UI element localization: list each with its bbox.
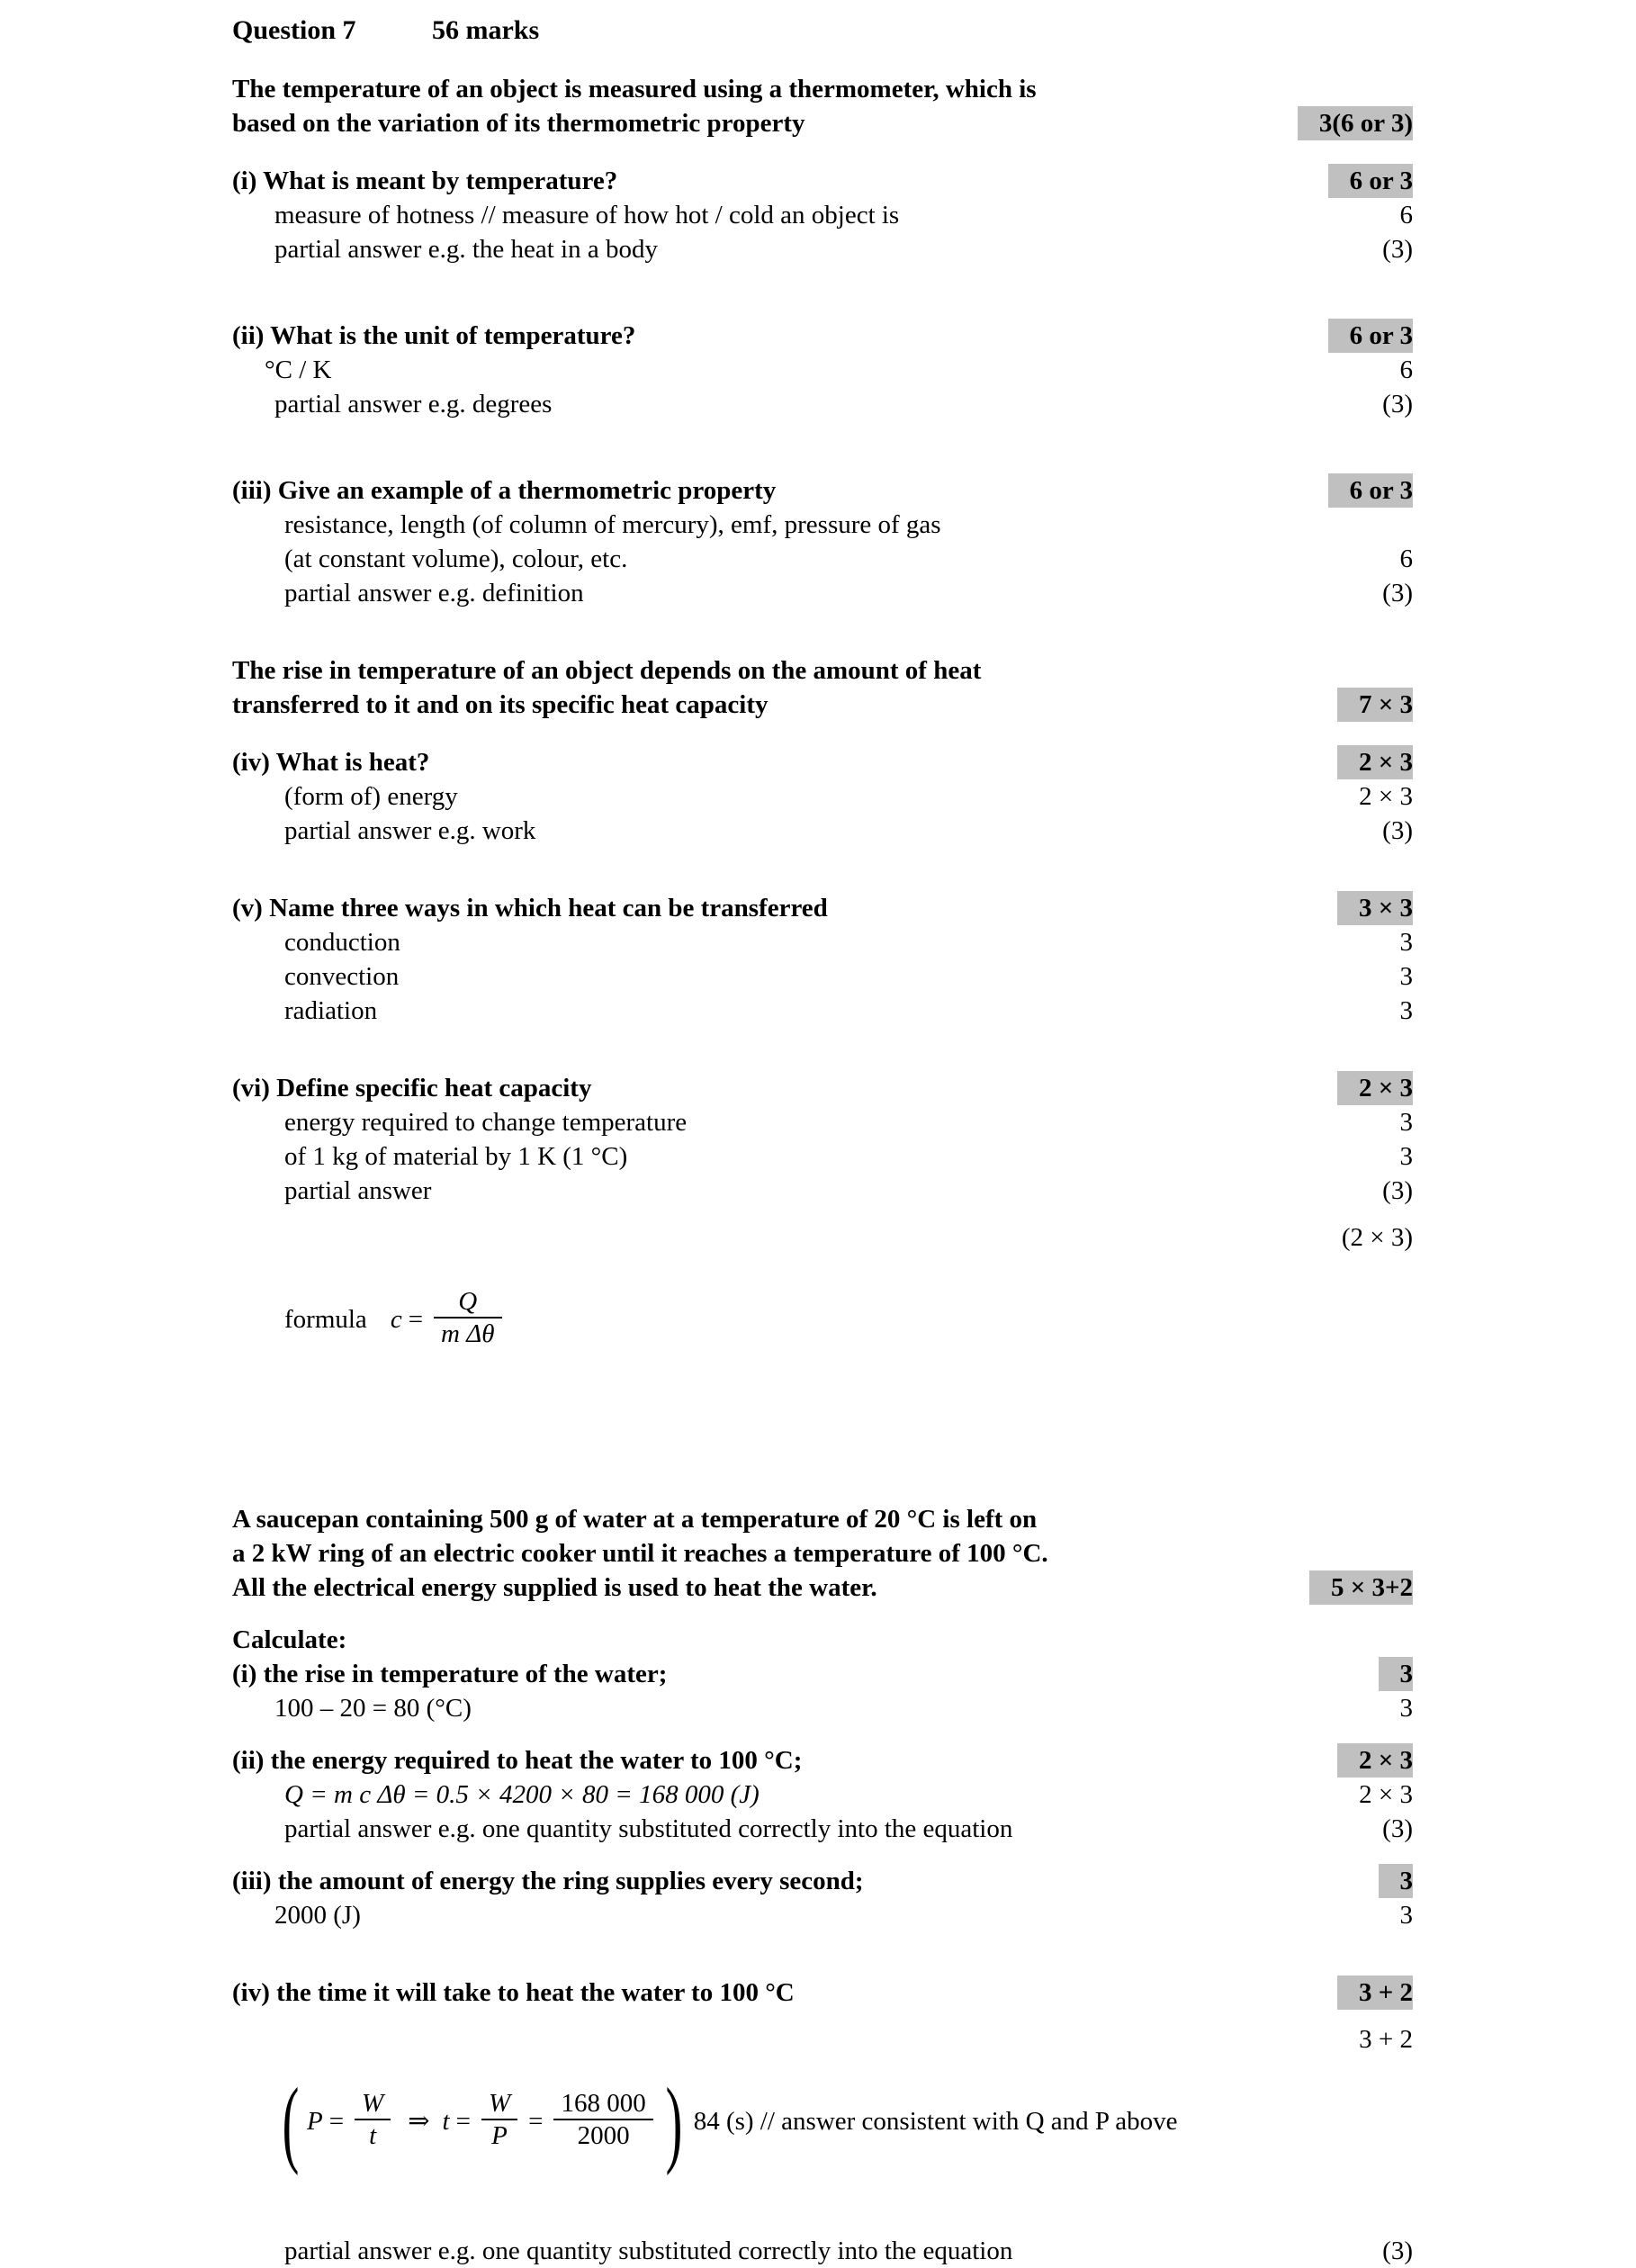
formula-t-den-1: t — [369, 2121, 377, 2151]
part-ii-answer-2-row — [232, 387, 1413, 421]
part-i-question: (i) What is meant by temperature? — [232, 166, 618, 195]
part-v-answer-2-row — [232, 959, 1413, 994]
part-ii-answer-1: °C / K — [265, 356, 332, 384]
part-i-answer-1-row — [232, 198, 1413, 232]
part-vi-question-mark: 2 × 3 — [1337, 1071, 1413, 1105]
calc-i-question: (i) the rise in temperature of the water; — [232, 1659, 668, 1688]
part-i-answer-2-mark: (3) — [1382, 235, 1413, 264]
calc-iv-question-mark: 3 + 2 — [1337, 1976, 1413, 2010]
part-vi-answer-1: energy required to change temperature — [284, 1108, 688, 1137]
part-v-answer-1-mark: 3 — [1399, 928, 1413, 957]
calc-ii-question-mark: 2 × 3 — [1337, 1743, 1413, 1778]
part-vi-answer-2-mark: 3 — [1399, 1142, 1413, 1171]
formula-t-equals-3: = — [528, 2107, 544, 2137]
part-i-answer-1: measure of hotness // measure of how hot / cold an object is — [274, 201, 900, 230]
stem3-line1-row — [232, 1502, 1413, 1536]
formula-c-row — [232, 1220, 1413, 1419]
formula-t-num-1: W — [355, 2089, 391, 2120]
stem2-line2-row — [232, 688, 1413, 722]
part-iv-question-mark: 2 × 3 — [1337, 745, 1413, 779]
formula-t-den-3: 2000 — [577, 2121, 630, 2151]
stem2-line1-row — [232, 653, 1413, 688]
calculate-label: Calculate: — [232, 1624, 347, 1654]
part-vi-answer-1-mark: 3 — [1399, 1108, 1413, 1137]
part-iii-answer-1: resistance, length (of column of mercury), emf, pressure of gas — [284, 510, 941, 539]
formula-c-fraction — [434, 1287, 501, 1349]
part-iv-answer-1-mark: 2 × 3 — [1359, 782, 1413, 811]
part-ii-answer-2: partial answer e.g. degrees — [274, 390, 553, 418]
formula-c-denominator: m Δθ — [441, 1319, 495, 1349]
part-iv-answer-1-row — [232, 779, 1413, 814]
formula-c-mark: (2 × 3) — [1341, 1223, 1413, 1252]
part-vi-answer-3-row — [232, 1174, 1413, 1208]
stem2-line1: The rise in temperature of an object depends on the amount of heat — [232, 656, 982, 685]
question-total-marks: 56 marks — [432, 15, 540, 45]
calc-iii-question: (iii) the amount of energy the ring supplies every second; — [232, 1866, 864, 1895]
calc-ii-answer-1-row — [232, 1778, 1413, 1812]
part-vi-question: (vi) Define specific heat capacity — [232, 1074, 592, 1102]
calculate-label-row — [232, 1623, 1413, 1657]
formula-t-den-2: P — [491, 2121, 508, 2151]
calc-iii-answer-1-row — [232, 1898, 1413, 1932]
part-v-answer-3-mark: 3 — [1399, 996, 1413, 1025]
calc-iii-answer-1-mark: 3 — [1399, 1900, 1413, 1930]
calc-ii-question: (ii) the energy required to heat the water to 100 °C; — [232, 1745, 803, 1775]
part-i-answer-2: partial answer e.g. the heat in a body — [274, 235, 658, 264]
calc-ii-answer-2: partial answer e.g. one quantity substituted correctly into the equation — [284, 1814, 1013, 1843]
part-iv-question: (iv) What is heat? — [232, 748, 430, 777]
calc-i-question-mark: 3 — [1379, 1657, 1414, 1691]
part-iii-question: (iii) Give an example of a thermometric property — [232, 476, 777, 505]
part-v-answer-2: convection — [284, 962, 400, 991]
stem1-line2-row — [232, 106, 1413, 140]
formula-t-open-paren: ( — [282, 2068, 300, 2176]
calc-iii-question-row — [232, 1864, 1413, 1898]
part-ii-question-row — [232, 319, 1413, 353]
stem1-line2: based on the variation of its thermometric property — [232, 109, 805, 138]
stem1-line1-row — [232, 72, 1413, 106]
calc-ii-answer-2-mark: (3) — [1382, 1814, 1413, 1843]
stem3-line3-row — [232, 1570, 1413, 1605]
part-ii-question-mark: 6 or 3 — [1328, 319, 1413, 353]
formula-t-implies-icon: ⇒ — [408, 2107, 430, 2137]
stem3-line3: All the electrical energy supplied is used to heat the water. — [232, 1572, 877, 1602]
part-ii-answer-1-mark: 6 — [1399, 356, 1413, 384]
calc-ii-answer-1-mark: 2 × 3 — [1359, 1779, 1413, 1809]
part-v-answer-3-row — [232, 994, 1413, 1028]
calc-ii-answer-1: Q = m c Δθ = 0.5 × 4200 × 80 = 168 000 (J) — [284, 1779, 760, 1809]
formula-t-p-symbol: P — [306, 2107, 323, 2137]
calc-i-question-row — [232, 1657, 1413, 1691]
stem2-line2: transferred to it and on its specific heat capacity — [232, 690, 769, 719]
calc-i-answer-1-mark: 3 — [1399, 1693, 1413, 1723]
stem3-line2: a 2 kW ring of an electric cooker until it reaches a temperature of 100 °C. — [232, 1538, 1048, 1568]
part-iii-question-row — [232, 473, 1413, 508]
part-ii-question: (ii) What is the unit of temperature? — [232, 321, 636, 350]
final-partial-text: partial answer e.g. one quantity substituted correctly into the equation — [284, 2236, 1013, 2265]
stem3-line2-row — [232, 1536, 1413, 1570]
page-header — [232, 13, 1413, 49]
part-v-answer-1-row — [232, 925, 1413, 959]
part-iii-answer-3-row — [232, 576, 1413, 610]
part-v-question: (v) Name three ways in which heat can be transferred — [232, 894, 828, 922]
part-v-answer-3: radiation — [284, 996, 378, 1025]
formula-t-row — [232, 2022, 1413, 2221]
calc-ii-answer-2-row — [232, 1812, 1413, 1846]
part-iv-answer-1: (form of) energy — [284, 782, 458, 811]
part-i-answer-1-mark: 6 — [1399, 201, 1413, 230]
formula-c-expression — [232, 1220, 507, 1419]
calc-iv-question: (iv) the time it will take to heat the water to 100 °C — [232, 1977, 795, 2007]
formula-t-equals-1: = — [328, 2107, 345, 2137]
formula-t-expression — [232, 2022, 1177, 2221]
formula-c-label: formula — [284, 1305, 367, 1335]
part-iv-answer-2-mark: (3) — [1382, 816, 1413, 845]
part-v-question-row — [232, 891, 1413, 925]
part-i-question-mark: 6 or 3 — [1328, 164, 1413, 198]
part-i-question-row — [232, 164, 1413, 198]
calc-i-answer-1: 100 – 20 = 80 (°C) — [274, 1693, 472, 1723]
part-iii-answer-3-mark: (3) — [1382, 579, 1413, 608]
part-vi-answer-3: partial answer — [284, 1176, 432, 1205]
formula-t-num-3: 168 000 — [553, 2089, 652, 2120]
calc-iii-answer-1: 2000 (J) — [274, 1900, 361, 1930]
part-iv-answer-2-row — [232, 814, 1413, 848]
part-iii-answer-1-row — [232, 508, 1413, 542]
part-vi-answer-2-row — [232, 1139, 1413, 1174]
formula-t-result: 84 (s) // answer consistent with Q and P above — [693, 2107, 1178, 2137]
part-vi-answer-1-row — [232, 1105, 1413, 1139]
part-iv-question-row — [232, 745, 1413, 779]
part-i-answer-2-row — [232, 232, 1413, 266]
part-iii-answer-3: partial answer e.g. definition — [284, 579, 584, 608]
stem3-line1: A saucepan containing 500 g of water at a temperature of 20 °C is left on — [232, 1504, 1038, 1534]
part-iii-answer-2: (at constant volume), colour, etc. — [284, 544, 628, 573]
part-vi-answer-3-mark: (3) — [1382, 1176, 1413, 1205]
question-number: Question 7 — [232, 15, 356, 45]
formula-c-equals: = — [408, 1305, 424, 1335]
part-iii-answer-2-mark: 6 — [1399, 544, 1413, 573]
part-vi-question-row — [232, 1071, 1413, 1105]
part-v-answer-1: conduction — [284, 928, 400, 957]
calc-i-answer-1-row — [232, 1691, 1413, 1725]
part-iii-question-mark: 6 or 3 — [1328, 473, 1413, 508]
formula-t-close-paren: ) — [665, 2068, 683, 2176]
final-partial-mark: (3) — [1382, 2236, 1413, 2265]
part-iii-answer-2-row — [232, 542, 1413, 576]
part-ii-answer-2-mark: (3) — [1382, 390, 1413, 418]
calc-iii-question-mark: 3 — [1379, 1864, 1414, 1898]
formula-t-t-symbol: t — [442, 2107, 450, 2137]
formula-c-lhs: c — [390, 1305, 402, 1335]
part-v-answer-2-mark: 3 — [1399, 962, 1413, 991]
part-ii-answer-1-row — [232, 353, 1413, 387]
calc-ii-question-row — [232, 1743, 1413, 1778]
part-vi-answer-2: of 1 kg of material by 1 K (1 °C) — [284, 1142, 628, 1171]
part-iv-answer-2: partial answer e.g. work — [284, 816, 536, 845]
final-partial-row — [232, 2234, 1413, 2268]
stem2-mark: 7 × 3 — [1337, 688, 1413, 722]
formula-t-fraction-2 — [481, 2089, 517, 2151]
formula-t-fraction-3 — [553, 2089, 652, 2151]
stem1-line1: The temperature of an object is measured using a thermometer, which is — [232, 75, 1037, 104]
formula-t-mark: 3 + 2 — [1359, 2024, 1413, 2054]
formula-t-num-2: W — [481, 2089, 517, 2120]
stem3-mark: 5 × 3+2 — [1309, 1570, 1413, 1605]
stem1-mark: 3(6 or 3) — [1298, 106, 1413, 140]
formula-t-fraction-1 — [355, 2089, 391, 2151]
formula-c-numerator: Q — [434, 1287, 501, 1318]
calc-iv-question-row — [232, 1976, 1413, 2010]
part-v-question-mark: 3 × 3 — [1337, 891, 1413, 925]
formula-t-equals-2: = — [455, 2107, 471, 2137]
